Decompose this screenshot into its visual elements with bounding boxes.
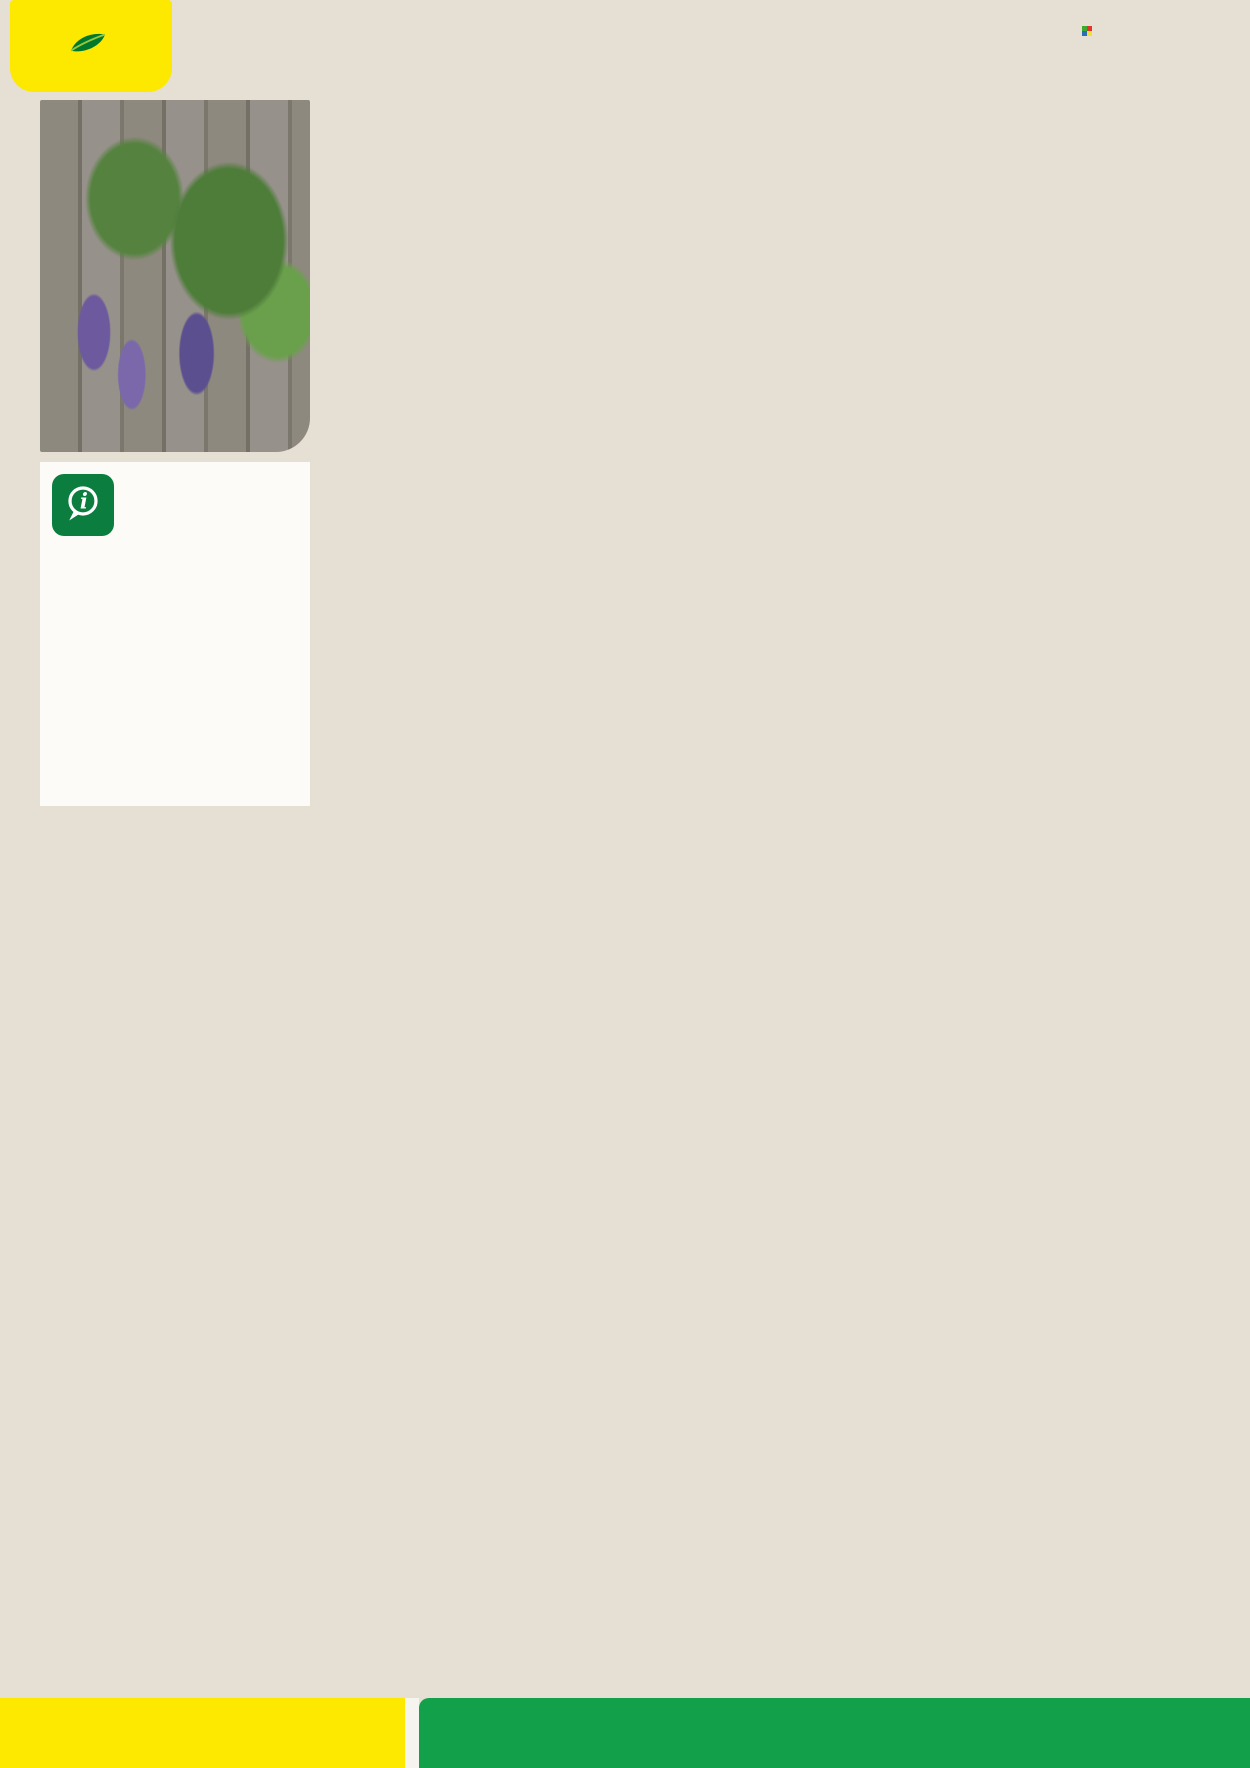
catalog-grid: [40, 100, 1245, 818]
info-icon: [52, 474, 114, 536]
footer-slogan-right: [419, 1698, 1250, 1768]
ufa-logo: [10, 0, 172, 92]
product-grid-top: [320, 100, 1245, 806]
footer-divider: [405, 1698, 419, 1768]
hanging-herbs-photo: [40, 100, 310, 452]
footer-slogan-left: [0, 1698, 405, 1768]
info-box: [40, 462, 310, 806]
svg-text:i: i: [79, 488, 88, 514]
leaf-swoosh-icon: [68, 32, 108, 54]
footer-banner: [0, 1698, 1250, 1768]
color-registration-mark-icon: [1082, 26, 1092, 36]
page-header: [0, 0, 1250, 100]
